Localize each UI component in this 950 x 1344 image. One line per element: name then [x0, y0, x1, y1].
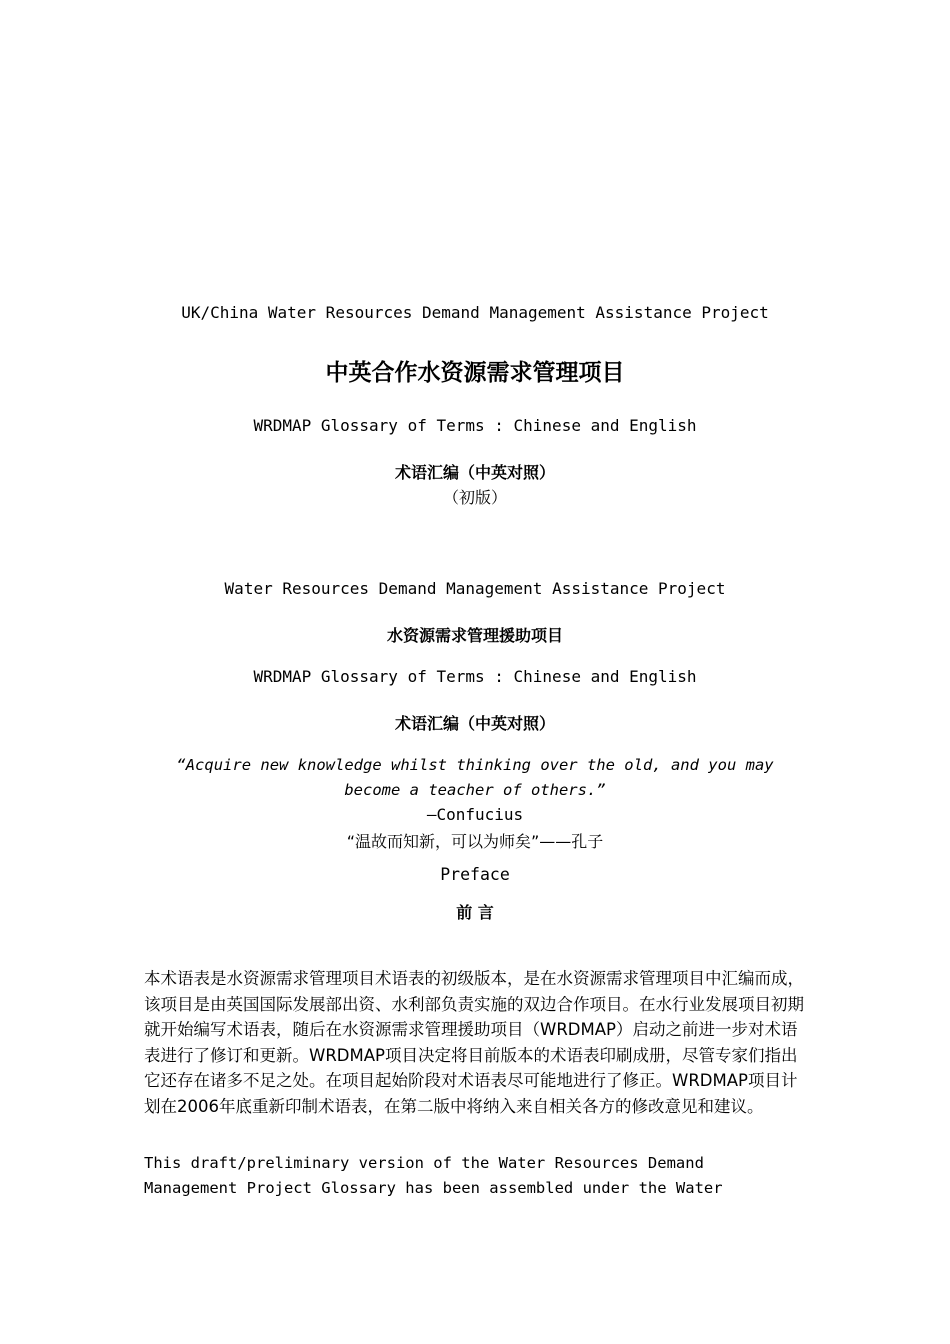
edition-label: （初版） [442, 488, 507, 507]
quote-line-2: become a teacher of others.” [344, 781, 606, 799]
quote-attribution: —Confucius [426, 805, 524, 824]
preface-body-cn: 本术语表是水资源需求管理项目术语表的初级版本，是在水资源需求管理项目中汇编而成，该项目是由英国国际发展部出资、水利部负责实施的双边合作项目。在水行业发展项目初期就开始编写术语表，随后在水资源需求管理援助项目（WRDMAP）启动之前进一步对术语表进行了修订和更新。WRDMAP项目决定将目前版本的术语表印刷成册，尽管专家们指出它还存在诸多不足之处。在项目起始阶段对术语表尽可能地进行了修正。WRDMAP项目计划在2006年底重新印制术语表，在第二版中将纳入来自相关各方的修改意见和建议。 [144, 969, 804, 1116]
project-title-en: UK/China Water Resources Demand Management Assistance Project [181, 303, 769, 322]
glossary-subtitle-en: WRDMAP Glossary of Terms : Chinese and English [253, 667, 697, 686]
preface-body-en [144, 1151, 812, 1201]
glossary-title-cn: 术语汇编（中英对照） [394, 463, 555, 482]
preface-title-en: Preface [440, 865, 510, 884]
glossary-subtitle-cn: 术语汇编（中英对照） [394, 714, 555, 733]
preface-title-cn: 前 言 [456, 903, 494, 922]
glossary-title-en: WRDMAP Glossary of Terms : Chinese and English [253, 416, 697, 435]
project-title-cn: 中英合作水资源需求管理项目 [325, 360, 625, 386]
quote-chinese: “温故而知新，可以为师矣”——孔子 [346, 832, 604, 851]
project-subtitle-en: Water Resources Demand Management Assistance Project [224, 579, 726, 598]
preface-body-en-line: Management Project Glossary has been assembled under the Water [144, 1179, 723, 1197]
project-subtitle-cn: 水资源需求管理援助项目 [386, 626, 563, 645]
quote-line-1: “Acquire new knowledge whilst thinking over the old, and you may [176, 756, 774, 774]
preface-body-en-line: This draft/preliminary version of the Water Resources Demand [144, 1154, 704, 1172]
